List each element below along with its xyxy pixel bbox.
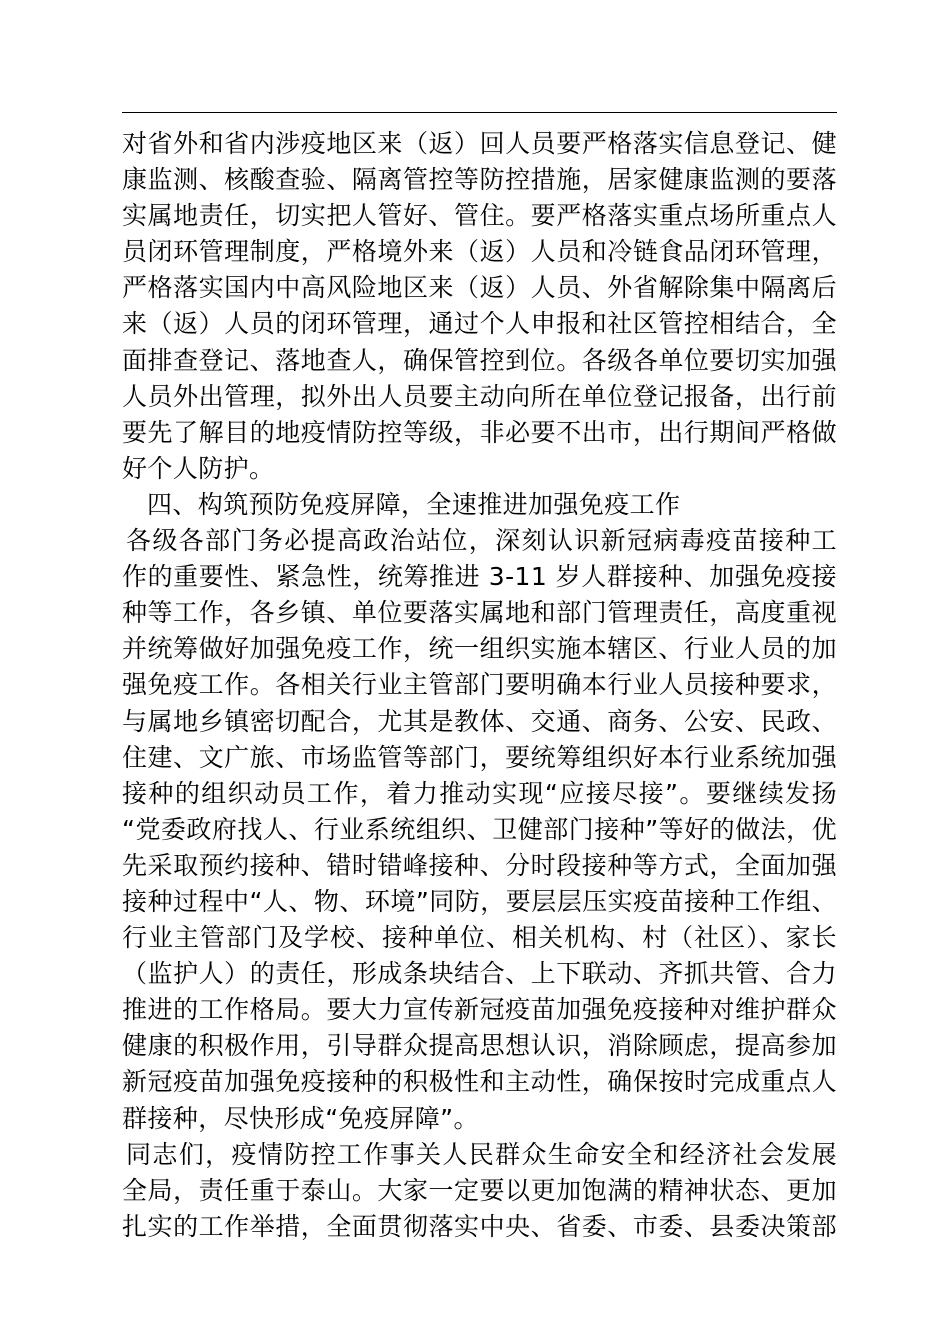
text-line: 新冠疫苗加强免疫接种的积极性和主动性，确保按时完成重点人 <box>122 1067 837 1097</box>
text-line: 推进的工作格局。要大力宣传新冠疫苗加强免疫接种对维护群众 <box>122 995 837 1025</box>
section-heading: 四、构筑预防免疫屏障，全速推进加强免疫工作 <box>147 489 681 519</box>
text-line: 对省外和省内涉疫地区来（返）回人员要严格落实信息登记、健 <box>122 129 837 158</box>
text-line: 扎实的工作举措，全面贯彻落实中央、省委、市委、县委决策部 <box>122 1211 837 1241</box>
text-line: 各级各部门务必提高政治站位，深刻认识新冠病毒疫苗接种工 <box>126 526 837 556</box>
header-rule <box>122 112 837 113</box>
text-line: 面排查登记、落地查人，确保管控到位。各级各单位要切实加强 <box>122 345 837 375</box>
document-body <box>122 126 837 1245</box>
text-line: 种等工作，各乡镇、单位要落实属地和部门管理责任，高度重视 <box>122 598 837 628</box>
text-line: 要先了解目的地疫情防控等级，非必要不出市，出行期间严格做 <box>122 417 837 447</box>
text-line: 行业主管部门及学校、接种单位、相关机构、村（社区）、家长 <box>122 923 837 953</box>
text-line: 员闭环管理制度，严格境外来（返）人员和冷链食品闭环管理， <box>122 237 837 267</box>
text-line: “党委政府找人、行业系统组织、卫健部门接种”等好的做法，优 <box>122 814 837 844</box>
text-line: 健康的积极作用，引导群众提高思想认识，消除顾虑，提高参加 <box>122 1031 837 1061</box>
text-line: 并统筹做好加强免疫工作，统一组织实施本辖区、行业人员的加 <box>122 634 837 664</box>
text-line: 严格落实国内中高风险地区来（返）人员、外省解除集中隔离后 <box>122 273 837 303</box>
text-line: （监护人）的责任，形成条块结合、上下联动、齐抓共管、合力 <box>122 959 837 989</box>
text-line: 来（返）人员的闭环管理，通过个人申报和社区管控相结合，全 <box>122 309 837 339</box>
text-line: 与属地乡镇密切配合，尤其是教体、交通、商务、公安、民政、 <box>122 706 837 736</box>
text-line: 住建、文广旅、市场监管等部门，要统筹组织好本行业系统加强 <box>122 742 837 772</box>
text-line: 人员外出管理，拟外出人员要主动向所在单位登记报备，出行前 <box>122 381 837 411</box>
text-line: 好个人防护。 <box>122 453 275 483</box>
text-line: 同志们，疫情防控工作事关人民群众生命安全和经济社会发展 <box>126 1139 837 1169</box>
text-line: 康监测、核酸查验、隔离管控等防控措施，居家健康监测的要落 <box>122 165 837 195</box>
text-line: 群接种，尽快形成“免疫屏障”。 <box>122 1103 479 1133</box>
text-line: 强免疫工作。各相关行业主管部门要明确本行业人员接种要求， <box>122 670 837 700</box>
text-line: 实属地责任，切实把人管好、管住。要严格落实重点场所重点人 <box>122 201 837 231</box>
text-line: 先采取预约接种、错时错峰接种、分时段接种等方式，全面加强 <box>122 850 837 880</box>
text-line: 作的重要性、紧急性，统筹推进 3-11 岁人群接种、加强免疫接 <box>122 562 837 592</box>
text-line: 接种过程中“人、物、环境”同防，要层层压实疫苗接种工作组、 <box>122 886 837 916</box>
text-line: 全局，责任重于泰山。大家一定要以更加饱满的精神状态、更加 <box>122 1175 837 1205</box>
text-line: 接种的组织动员工作，着力推动实现“应接尽接”。要继续发扬 <box>122 778 837 808</box>
